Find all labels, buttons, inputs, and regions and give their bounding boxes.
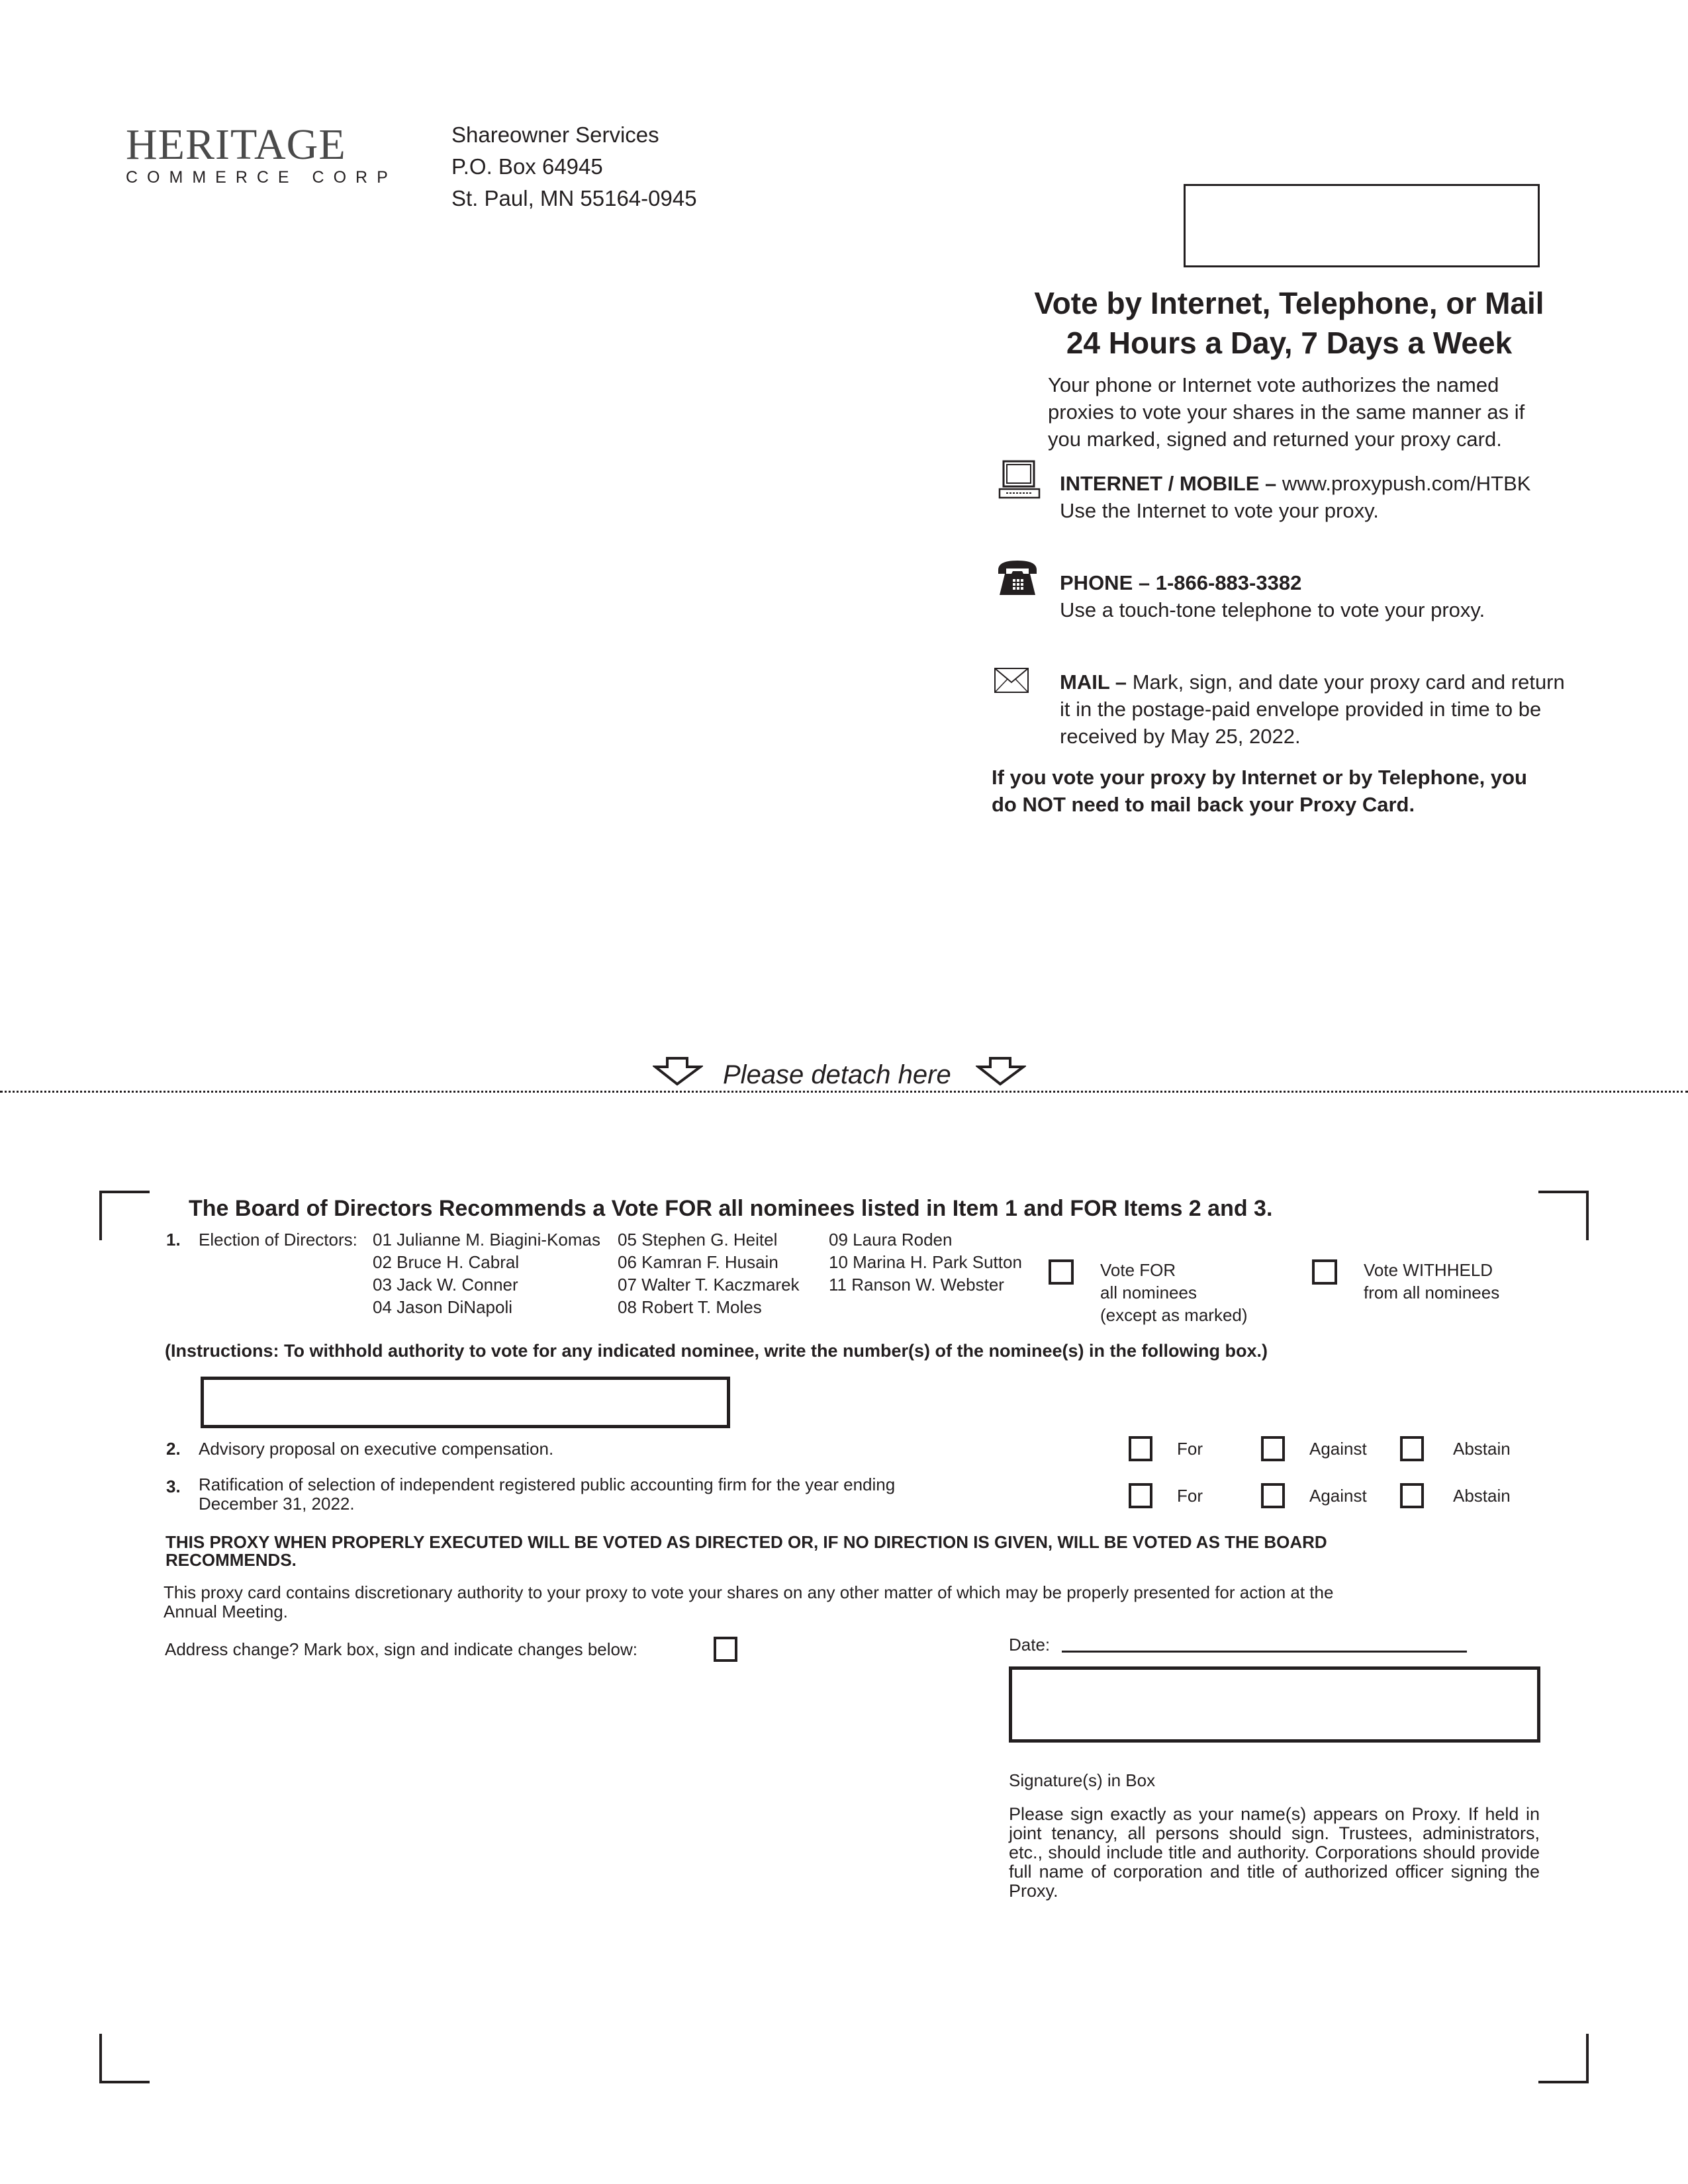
nominee: 01 Julianne M. Biagini-Komas bbox=[373, 1230, 600, 1250]
crop-mark-bottom-left bbox=[99, 2081, 150, 2083]
signature-label: Signature(s) in Box bbox=[1009, 1770, 1156, 1790]
address-line: P.O. Box 64945 bbox=[451, 154, 603, 179]
note-line: do NOT need to mail back your Proxy Card. bbox=[992, 793, 1415, 816]
vote-for-all-label bbox=[1100, 1259, 1248, 1326]
withhold-nominee-numbers-field[interactable] bbox=[201, 1377, 730, 1428]
item2-number: 2. bbox=[166, 1439, 181, 1459]
logo-wordmark: HERITAGE bbox=[126, 120, 346, 169]
return-address bbox=[451, 119, 697, 214]
item2-abstain-checkbox[interactable] bbox=[1400, 1436, 1424, 1461]
crop-mark-bottom-right bbox=[1586, 2034, 1589, 2083]
note-line: If you vote your proxy by Internet or by Telephone, you bbox=[992, 766, 1527, 789]
discretionary-authority-note bbox=[164, 1583, 1333, 1621]
item1-number: 1. bbox=[166, 1230, 181, 1250]
detach-arrow-left-icon bbox=[653, 1056, 703, 1090]
date-label: Date: bbox=[1009, 1635, 1051, 1655]
nominee: 10 Marina H. Park Sutton bbox=[829, 1252, 1022, 1272]
address-line: St. Paul, MN 55164-0945 bbox=[451, 186, 697, 210]
item3-for-checkbox[interactable] bbox=[1129, 1483, 1152, 1508]
detach-label: Please detach here bbox=[723, 1060, 951, 1089]
item2-against-label: Against bbox=[1309, 1439, 1367, 1459]
phone-label[interactable]: PHONE – 1-866-883-3382 bbox=[1060, 571, 1302, 594]
mail-vote-method bbox=[1060, 668, 1565, 750]
item3-text bbox=[199, 1475, 895, 1514]
vote-heading bbox=[980, 283, 1599, 363]
nominee: 05 Stephen G. Heitel bbox=[618, 1230, 778, 1250]
mail-description-line: received by May 25, 2022. bbox=[1060, 725, 1301, 748]
item3-abstain-checkbox[interactable] bbox=[1400, 1483, 1424, 1508]
item2-for-label: For bbox=[1177, 1439, 1203, 1459]
withhold-instructions: (Instructions: To withhold authority to vote for any indicated nominee, write the number(s) of the nominee(s) in the following box.) bbox=[165, 1341, 1268, 1361]
intro-line: Your phone or Internet vote authorizes the named bbox=[1048, 373, 1499, 396]
option-line: all nominees bbox=[1100, 1283, 1197, 1302]
internet-description: Use the Internet to vote your proxy. bbox=[1060, 499, 1379, 522]
date-field[interactable] bbox=[1062, 1651, 1467, 1653]
company-logo bbox=[126, 120, 397, 187]
logo-subtitle: COMMERCE CORP bbox=[126, 168, 397, 187]
crop-mark-top-right bbox=[1538, 1191, 1589, 1193]
nominee: 04 Jason DiNapoli bbox=[373, 1297, 513, 1317]
mail-label: MAIL – bbox=[1060, 670, 1127, 694]
detach-perforation[interactable] bbox=[0, 1091, 1688, 1093]
nominee: 07 Walter T. Kaczmarek bbox=[618, 1275, 800, 1295]
item1-label: Election of Directors: bbox=[199, 1230, 357, 1250]
proxy-directive bbox=[165, 1533, 1327, 1569]
item2-against-checkbox[interactable] bbox=[1261, 1436, 1285, 1461]
signature-instructions: Please sign exactly as your name(s) appears on Proxy. If held in joint tenancy, all persons should sign. Trustees, administrators, etc., should include title and authority. Corporations should provide full name of corporation and title of authorized officer signing the Proxy. bbox=[1009, 1804, 1540, 1901]
telephone-icon bbox=[996, 559, 1039, 596]
item3-text-line: Ratification of selection of independent registered public accounting firm for the year ending bbox=[199, 1475, 896, 1494]
nominee: 08 Robert T. Moles bbox=[618, 1297, 762, 1317]
item3-against-checkbox[interactable] bbox=[1261, 1483, 1285, 1508]
crop-mark-bottom-left bbox=[99, 2034, 102, 2083]
phone-description: Use a touch-tone telephone to vote your proxy. bbox=[1060, 598, 1485, 621]
item3-for-label: For bbox=[1177, 1486, 1203, 1506]
item2-text: Advisory proposal on executive compensation. bbox=[199, 1439, 554, 1459]
signature-box[interactable] bbox=[1009, 1666, 1540, 1743]
crop-mark-top-left bbox=[99, 1191, 150, 1193]
nominee-column-2 bbox=[618, 1228, 800, 1318]
intro-line: you marked, signed and returned your proxy card. bbox=[1048, 428, 1502, 451]
vote-for-all-checkbox[interactable] bbox=[1049, 1259, 1074, 1285]
option-line: Vote FOR bbox=[1100, 1260, 1176, 1280]
vote-withheld-all-checkbox[interactable] bbox=[1312, 1259, 1337, 1285]
item3-text-line: December 31, 2022. bbox=[199, 1494, 355, 1514]
crop-mark-top-left bbox=[99, 1191, 102, 1240]
vote-heading-line2: 24 Hours a Day, 7 Days a Week bbox=[1066, 326, 1513, 360]
nominee-column-3 bbox=[829, 1228, 1022, 1296]
internet-label: INTERNET / MOBILE – bbox=[1060, 472, 1277, 495]
item2-abstain-label: Abstain bbox=[1453, 1439, 1511, 1459]
option-line: (except as marked) bbox=[1100, 1305, 1248, 1325]
vote-intro bbox=[1048, 371, 1524, 453]
computer-icon bbox=[998, 460, 1041, 500]
phone-vote-method bbox=[1060, 569, 1485, 623]
nominee: 03 Jack W. Conner bbox=[373, 1275, 518, 1295]
address-change-label: Address change? Mark box, sign and indicate changes below: bbox=[165, 1639, 637, 1659]
discretion-line: This proxy card contains discretionary authority to your proxy to vote your shares on any other matter of which may be properly presented for action at the bbox=[164, 1582, 1334, 1602]
directive-line: RECOMMENDS. bbox=[165, 1550, 297, 1570]
item2-for-checkbox[interactable] bbox=[1129, 1436, 1152, 1461]
address-change-checkbox[interactable] bbox=[714, 1637, 737, 1662]
item3-number: 3. bbox=[166, 1477, 181, 1496]
nominee-column-1 bbox=[373, 1228, 600, 1318]
item3-against-label: Against bbox=[1309, 1486, 1367, 1506]
option-line: Vote WITHHELD bbox=[1364, 1260, 1493, 1280]
mail-description: Mark, sign, and date your proxy card and return bbox=[1132, 670, 1565, 694]
discretion-line: Annual Meeting. bbox=[164, 1602, 288, 1621]
crop-mark-bottom-right bbox=[1538, 2081, 1589, 2083]
option-line: from all nominees bbox=[1364, 1283, 1500, 1302]
detach-arrow-right-icon bbox=[976, 1056, 1026, 1090]
item3-abstain-label: Abstain bbox=[1453, 1486, 1511, 1506]
internet-url[interactable]: www.proxypush.com/HTBK bbox=[1282, 472, 1531, 495]
directive-line: THIS PROXY WHEN PROPERLY EXECUTED WILL BE VOTED AS DIRECTED OR, IF NO DIRECTION IS GIVEN, WILL BE VOTED AS THE BOARD bbox=[165, 1532, 1327, 1552]
vote-withheld-all-label bbox=[1364, 1259, 1499, 1304]
vote-heading-line1: Vote by Internet, Telephone, or Mail bbox=[1034, 286, 1544, 320]
intro-line: proxies to vote your shares in the same manner as if bbox=[1048, 400, 1525, 424]
nominee: 09 Laura Roden bbox=[829, 1230, 953, 1250]
mail-description-line: it in the postage-paid envelope provided in time to be bbox=[1060, 698, 1542, 721]
board-recommendation-title: The Board of Directors Recommends a Vote FOR all nominees listed in Item 1 and FOR Items 2 and 3. bbox=[189, 1196, 1273, 1221]
no-mail-note bbox=[992, 764, 1527, 818]
internet-vote-method bbox=[1060, 470, 1530, 524]
envelope-icon bbox=[994, 668, 1029, 693]
nominee: 06 Kamran F. Husain bbox=[618, 1252, 778, 1272]
control-number-box bbox=[1184, 184, 1540, 267]
nominee: 11 Ranson W. Webster bbox=[829, 1275, 1004, 1295]
crop-mark-top-right bbox=[1586, 1191, 1589, 1240]
address-line: Shareowner Services bbox=[451, 122, 659, 147]
nominee: 02 Bruce H. Cabral bbox=[373, 1252, 520, 1272]
